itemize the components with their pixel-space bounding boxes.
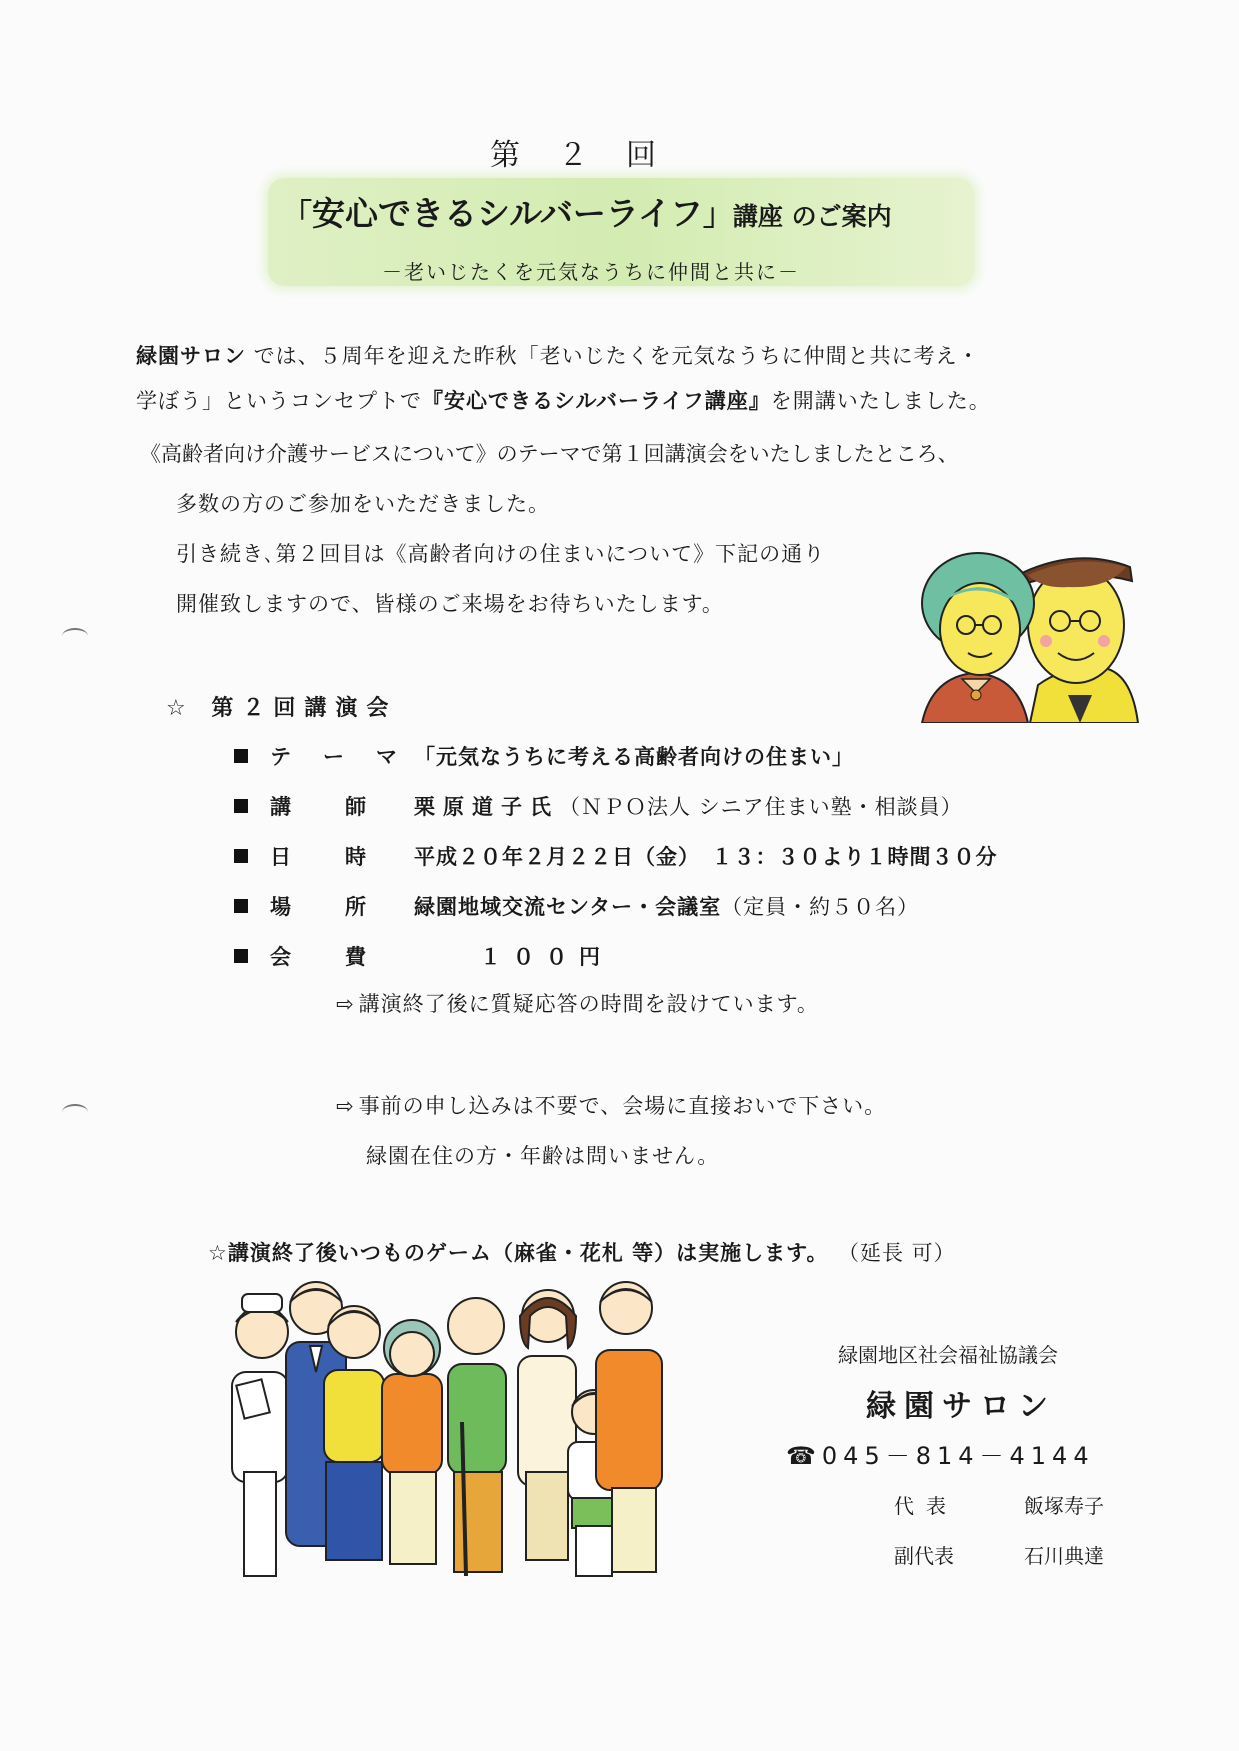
section-title: ☆ 第２回講演会: [166, 696, 398, 721]
detail-value: 緑園地域交流センター・会議室（定員・約５０名）: [414, 895, 920, 919]
punch-mark: [62, 628, 88, 644]
representative-label: 代表: [894, 1494, 958, 1518]
banner-subtitle: －老いじたくを元気なうちに仲間と共に－: [382, 260, 800, 284]
vice-representative-name: 石川典達: [1024, 1544, 1104, 1568]
course-name: 『安心できるシルバーライフ講座』: [422, 389, 771, 413]
intro-line-2: 学ぼう」というコンセプトで『安心できるシルバーライフ講座』を開講いたしました。: [136, 389, 991, 413]
intro-line-3: 《高齢者向け介護サービスについて》のテーマで第１回講演会をいたしましたところ、: [140, 442, 959, 466]
group-people-illustration: [226, 1272, 746, 1584]
council-name: 緑園地区社会福祉協議会: [838, 1343, 1058, 1367]
bullet-square: [234, 799, 248, 813]
bullet-square: [234, 899, 248, 913]
qa-note: ⇨ 講演終了後に質疑応答の時間を設けています。: [336, 992, 819, 1016]
representative-name: 飯塚寿子: [1024, 1494, 1104, 1518]
detail-value: １００円: [414, 945, 612, 969]
org-name: 緑園サロン: [136, 344, 246, 368]
detail-label: 日時: [270, 845, 420, 869]
detail-label: 講師: [270, 795, 420, 819]
intro-line-4: 多数の方のご参加をいただきました。: [176, 492, 550, 516]
detail-value: 「元気なうちに考える高齢者向けの住まい」: [414, 745, 854, 769]
vice-representative-label: 副代表: [894, 1544, 954, 1568]
banner-title: [282, 188, 892, 235]
close-bracket: 」: [702, 198, 733, 233]
eligibility-note: 緑園在住の方・年齢は問いません。: [366, 1144, 720, 1168]
lecture-number-heading: 第 ２ 回: [490, 138, 660, 173]
detail-label: 場所: [270, 895, 420, 919]
series-name: 安心できるシルバーライフ: [312, 194, 703, 233]
phone-icon: ☎: [786, 1442, 822, 1470]
detail-label: テーマ: [270, 745, 429, 769]
phone-number: ☎045－814－4144: [786, 1442, 1095, 1470]
banner-suffix: 講座 のご案内: [732, 202, 892, 231]
detail-label: 会費: [270, 945, 420, 969]
intro-line-6: 開催致しますので、皆様のご来場をお待ちいたします。: [176, 592, 724, 616]
intro-line-5: 引き続き､第２回目は《高齢者向けの住まいについて》下記の通り: [176, 542, 826, 566]
detail-value: 平成２０年２月２２日（金） １３：３０より１時間３０分: [414, 845, 998, 869]
punch-mark: [62, 1104, 88, 1120]
open-bracket: 「: [282, 198, 312, 233]
detail-value: 栗原道子氏（ＮＰＯ法人 シニア住まい塾・相談員）: [414, 795, 963, 819]
arrow-right-icon: ⇨: [336, 992, 355, 1016]
salon-name: 緑園サロン: [866, 1389, 1056, 1424]
bullet-square: [234, 949, 248, 963]
intro-line-1: 緑園サロン では、５周年を迎えた昨秋「老いじたくを元気なうちに仲間と共に考え・: [136, 344, 980, 368]
arrow-right-icon: ⇨: [336, 1094, 355, 1118]
bullet-square: [234, 749, 248, 763]
elderly-couple-illustration: [918, 545, 1144, 723]
registration-note: ⇨ 事前の申し込みは不要で、会場に直接おいで下さい。: [336, 1094, 887, 1118]
bullet-square: [234, 849, 248, 863]
games-note: ☆講演終了後いつものゲーム（麻雀・花札 等）は実施します。 （延長 可）: [208, 1241, 956, 1265]
